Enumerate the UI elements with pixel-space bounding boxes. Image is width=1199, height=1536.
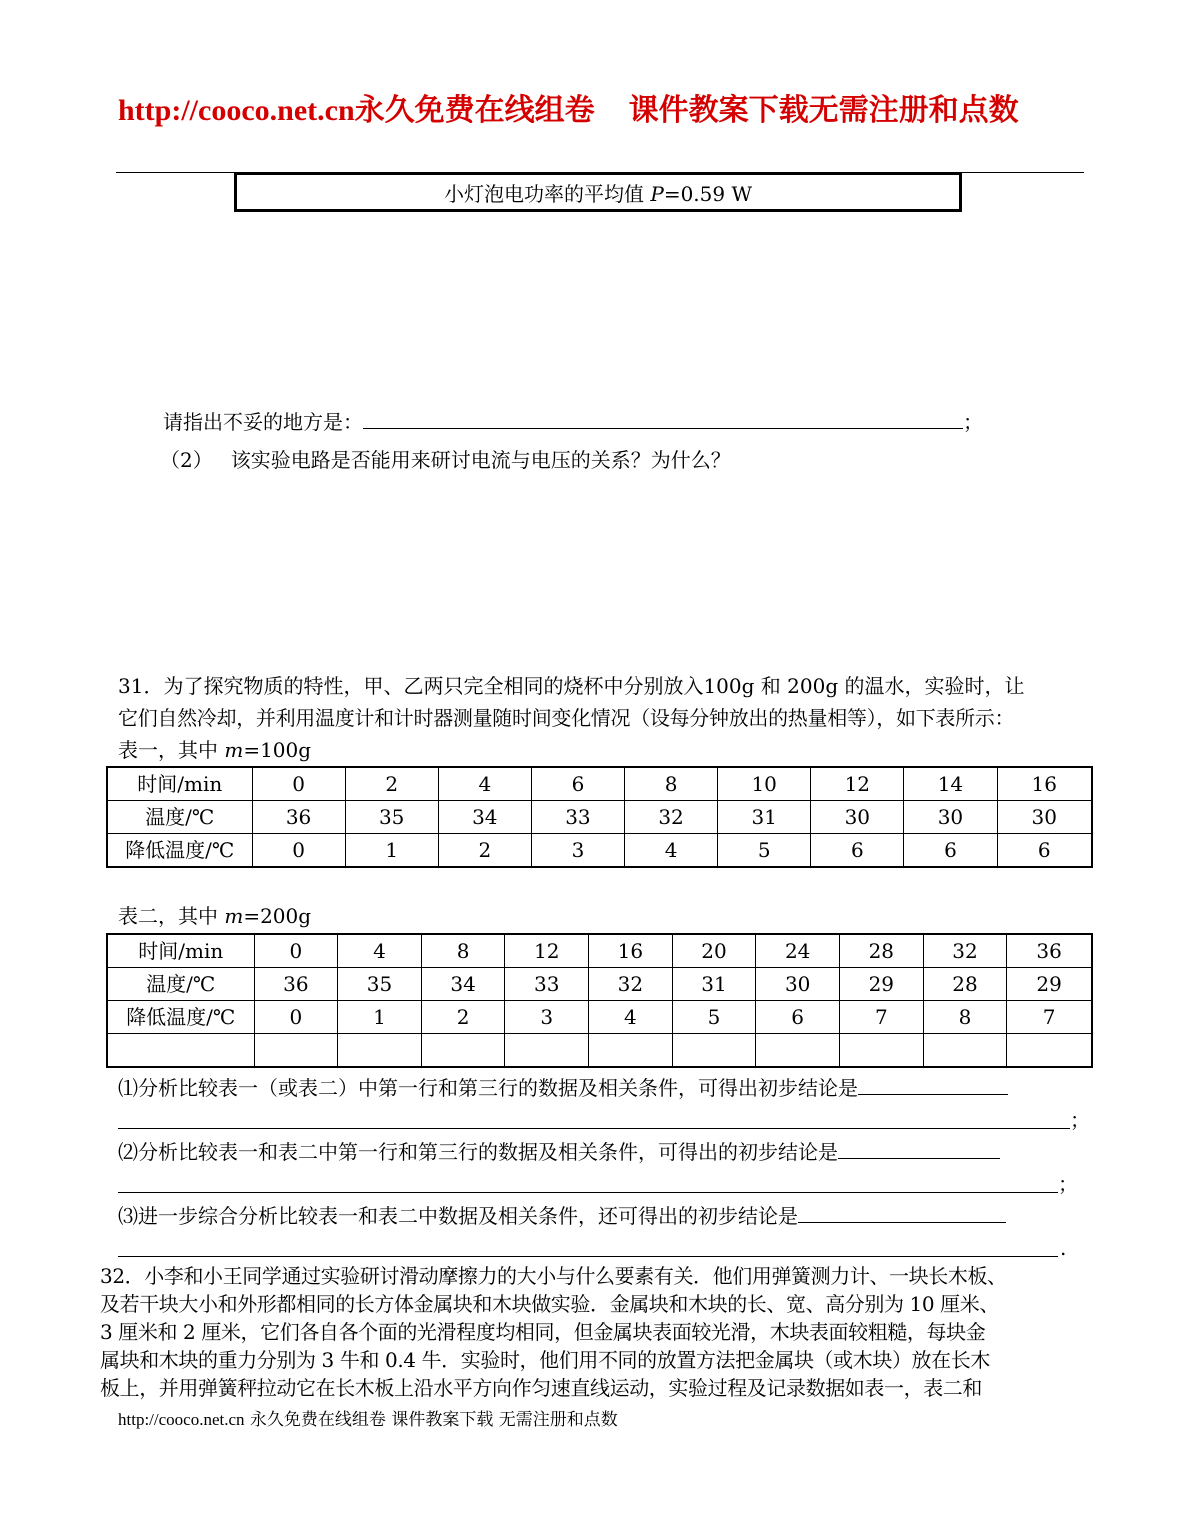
row-header-cell: 温度/℃ bbox=[107, 801, 252, 834]
table-cell bbox=[505, 1034, 589, 1068]
analysis-3-text: ⑶进一步综合分析比较表一和表二中数据及相关条件，还可得出的初步结论是 bbox=[118, 1204, 798, 1228]
table-cell: 28 bbox=[923, 968, 1007, 1001]
analysis-1-end: ； bbox=[1070, 1108, 1090, 1132]
table-cell: 16 bbox=[589, 934, 673, 968]
table-cell: 0 bbox=[252, 834, 345, 868]
q32-line: 3 厘米和 2 厘米，它们各自各个面的光滑程度均相同，但金属块表面较光滑，木块表面较粗糙，每块金 bbox=[100, 1320, 986, 1344]
improper-label: 请指出不妥的地方是： bbox=[163, 410, 363, 434]
table-cell: 6 bbox=[904, 834, 997, 868]
q31-line1: 31．为了探究物质的特性，甲、乙两只完全相同的烧杯中分别放入100g 和 200g 的温水，实验时，让 bbox=[118, 674, 1025, 698]
table-cell: 3 bbox=[531, 834, 624, 868]
average-power-box bbox=[234, 173, 962, 212]
table-cell: 4 bbox=[438, 767, 531, 801]
header-title-part1: 永久免费在线组卷 bbox=[354, 93, 595, 128]
footer-url[interactable]: http://cooco.net.cn bbox=[118, 1410, 245, 1429]
row-header-cell: 时间/min bbox=[107, 767, 252, 801]
table-cell: 30 bbox=[997, 801, 1092, 834]
table-cell: 0 bbox=[254, 934, 338, 968]
box-text-after: =0.59 W bbox=[663, 182, 753, 206]
table-row bbox=[107, 767, 1092, 801]
analysis-3-blank-a[interactable] bbox=[798, 1200, 1006, 1223]
table-cell: 35 bbox=[345, 801, 438, 834]
table-cell: 6 bbox=[997, 834, 1092, 868]
table-cell bbox=[923, 1034, 1007, 1068]
table-row bbox=[107, 801, 1092, 834]
table-cell: 30 bbox=[811, 801, 904, 834]
header-title-part2: 课件教案下载无需注册和点数 bbox=[628, 93, 1019, 128]
table-cell: 35 bbox=[338, 968, 422, 1001]
analysis-1-blank-a[interactable] bbox=[858, 1072, 1008, 1095]
table-cell: 1 bbox=[338, 1001, 422, 1034]
table-cell bbox=[421, 1034, 505, 1068]
table-cell: 28 bbox=[839, 934, 923, 968]
table-cell: 4 bbox=[589, 1001, 673, 1034]
table-cell: 33 bbox=[505, 968, 589, 1001]
analysis-2-blank-a[interactable] bbox=[838, 1136, 1000, 1159]
table-cell: 30 bbox=[756, 968, 840, 1001]
row-header-cell: 降低温度/℃ bbox=[107, 1001, 254, 1034]
table-cell: 34 bbox=[438, 801, 531, 834]
q32-line: 32．小李和小王同学通过实验研讨滑动摩擦力的大小与什么要素有关．他们用弹簧测力计、一块长木板、 bbox=[100, 1264, 1007, 1288]
analysis-1-blank-b[interactable] bbox=[118, 1128, 1070, 1129]
table1-caption-var: m bbox=[224, 738, 244, 762]
table-cell: 3 bbox=[505, 1001, 589, 1034]
table-row bbox=[107, 1034, 1092, 1068]
box-var: P bbox=[650, 182, 664, 206]
table-cell bbox=[254, 1034, 338, 1068]
table2-caption-before: 表二，其中 bbox=[118, 904, 225, 928]
table-cell: 10 bbox=[718, 767, 811, 801]
table-cell: 14 bbox=[904, 767, 997, 801]
table-cell: 7 bbox=[839, 1001, 923, 1034]
table-row bbox=[107, 934, 1092, 968]
box-text-before: 小灯泡电功率的平均值 bbox=[443, 182, 651, 206]
table-cell: 0 bbox=[254, 1001, 338, 1034]
table2-caption-after: =200g bbox=[243, 904, 312, 928]
table-cell: 6 bbox=[811, 834, 904, 868]
table-cell bbox=[338, 1034, 422, 1068]
table-row bbox=[107, 1001, 1092, 1034]
analysis-3-blank-b[interactable] bbox=[118, 1256, 1058, 1257]
improper-blank[interactable] bbox=[363, 406, 963, 429]
table-cell: 32 bbox=[589, 968, 673, 1001]
q31-line2: 它们自然冷却，并利用温度计和计时器测量随时间变化情况（设每分钟放出的热量相等），如下表所示： bbox=[118, 706, 1015, 730]
header-url[interactable]: http://cooco.net.cn bbox=[118, 94, 355, 127]
table-cell: 5 bbox=[718, 834, 811, 868]
table-cell bbox=[672, 1034, 756, 1068]
table-cell: 32 bbox=[625, 801, 718, 834]
table-cell: 5 bbox=[672, 1001, 756, 1034]
table-cell: 30 bbox=[904, 801, 997, 834]
table-cell: 31 bbox=[672, 968, 756, 1001]
table-cell: 20 bbox=[672, 934, 756, 968]
table1-caption bbox=[118, 736, 311, 764]
question-2 bbox=[160, 446, 731, 474]
table-cell: 29 bbox=[1007, 968, 1092, 1001]
table-cell: 2 bbox=[421, 1001, 505, 1034]
table-cell: 29 bbox=[839, 968, 923, 1001]
table-cell: 7 bbox=[1007, 1001, 1092, 1034]
table-cell: 33 bbox=[531, 801, 624, 834]
table-cell: 36 bbox=[254, 968, 338, 1001]
footer-text: 永久免费在线组卷 课件教案下载 无需注册和点数 bbox=[244, 1410, 618, 1430]
table-cell: 32 bbox=[923, 934, 1007, 968]
q32-line: 及若干块大小和外形都相同的长方体金属块和木块做实验．金属块和木块的长、宽、高分别为 10 厘米、 bbox=[100, 1292, 999, 1316]
table-cell: 2 bbox=[438, 834, 531, 868]
table-cell: 2 bbox=[345, 767, 438, 801]
table-cell: 16 bbox=[997, 767, 1092, 801]
analysis-1 bbox=[118, 1072, 1008, 1102]
table-cell: 12 bbox=[811, 767, 904, 801]
row-header-cell: 降低温度/℃ bbox=[107, 834, 252, 868]
table-cell bbox=[756, 1034, 840, 1068]
table-cell: 6 bbox=[756, 1001, 840, 1034]
analysis-2-blank-b[interactable] bbox=[118, 1192, 1058, 1193]
analysis-1-text: ⑴分析比较表一（或表二）中第一行和第三行的数据及相关条件，可得出初步结论是 bbox=[118, 1076, 858, 1100]
table2-caption-var: m bbox=[224, 904, 244, 928]
analysis-2 bbox=[118, 1136, 1000, 1166]
page-footer bbox=[118, 1408, 618, 1432]
table-cell: 12 bbox=[505, 934, 589, 968]
q2-text: 该实验电路是否能用来研讨电流与电压的关系？为什么？ bbox=[230, 448, 731, 472]
analysis-2-end: ； bbox=[1058, 1172, 1078, 1196]
table-cell: 4 bbox=[338, 934, 422, 968]
q32-line: 板上，并用弹簧秤拉动它在长木板上沿水平方向作匀速直线运动，实验过程及记录数据如表一，表二和 bbox=[100, 1376, 982, 1400]
table-cell: 4 bbox=[625, 834, 718, 868]
table-cell: 0 bbox=[252, 767, 345, 801]
table-cell: 6 bbox=[531, 767, 624, 801]
table-cell: 24 bbox=[756, 934, 840, 968]
table-cell: 8 bbox=[421, 934, 505, 968]
table-2 bbox=[106, 933, 1093, 1068]
table-row bbox=[107, 834, 1092, 868]
table-1 bbox=[106, 766, 1093, 868]
row-header-cell: 温度/℃ bbox=[107, 968, 254, 1001]
improper-question bbox=[163, 406, 983, 436]
table1-caption-before: 表一，其中 bbox=[118, 738, 225, 762]
table-cell bbox=[839, 1034, 923, 1068]
table-cell: 36 bbox=[252, 801, 345, 834]
page-header bbox=[118, 90, 1088, 132]
q32-line: 属块和木块的重力分别为 3 牛和 0.4 牛．实验时，他们用不同的放置方法把金属块（或木块）放在长木 bbox=[100, 1348, 990, 1372]
table-cell: 1 bbox=[345, 834, 438, 868]
analysis-3 bbox=[118, 1200, 1006, 1230]
table-row bbox=[107, 968, 1092, 1001]
table-cell: 36 bbox=[1007, 934, 1092, 968]
row-header-cell bbox=[107, 1034, 254, 1068]
table1-caption-after: =100g bbox=[243, 738, 312, 762]
table2-caption bbox=[118, 902, 311, 930]
table-cell bbox=[1007, 1034, 1092, 1068]
q2-label: （2） bbox=[160, 448, 213, 472]
row-header-cell: 时间/min bbox=[107, 934, 254, 968]
question-32 bbox=[100, 1262, 1090, 1402]
table-cell: 34 bbox=[421, 968, 505, 1001]
table-cell: 31 bbox=[718, 801, 811, 834]
analysis-3-end: . bbox=[1060, 1236, 1067, 1260]
table-cell: 8 bbox=[923, 1001, 1007, 1034]
table-cell: 8 bbox=[625, 767, 718, 801]
analysis-2-text: ⑵分析比较表一和表二中第一行和第三行的数据及相关条件，可得出的初步结论是 bbox=[118, 1140, 838, 1164]
improper-end: ； bbox=[963, 410, 983, 434]
table-cell bbox=[589, 1034, 673, 1068]
